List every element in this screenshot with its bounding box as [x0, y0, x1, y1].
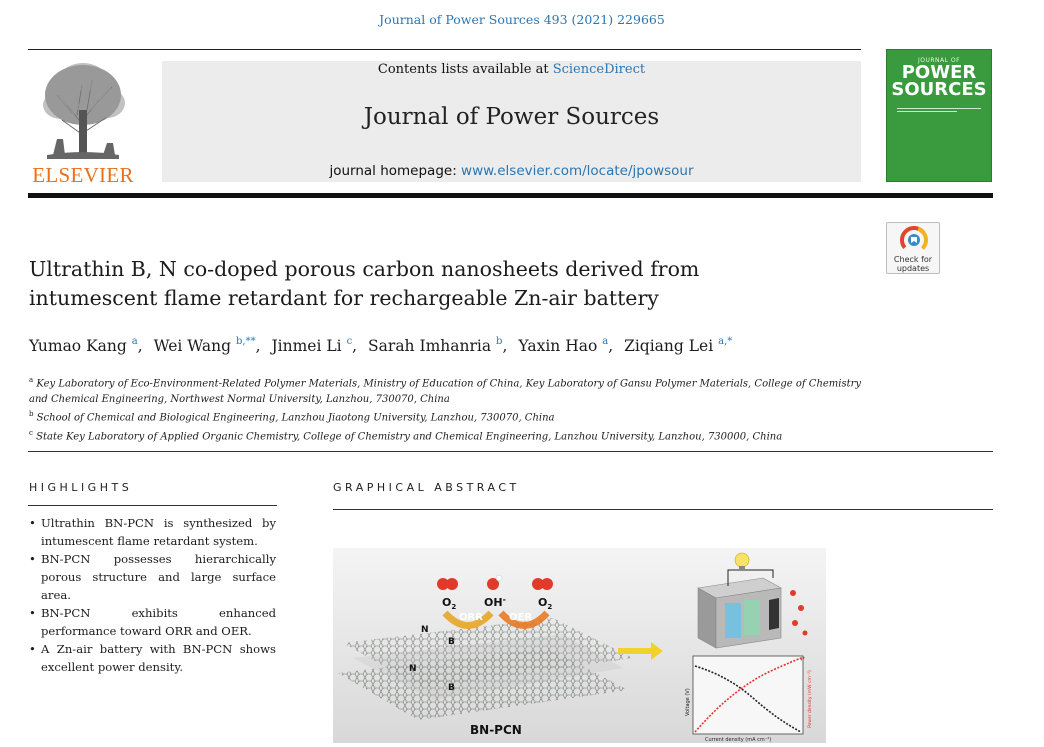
affiliation-mark: a [29, 376, 34, 384]
author-list: Yumao Kang $^a$, Wei Wang $^{b,**}$, Jinmei Li $^c$, Sarah Imhanria $^b$, Yaxin Hao $^a$, Ziqiang Lei $^{a,*}$ [29, 336, 733, 356]
affiliation-mark: c [29, 429, 33, 438]
affiliation-text: State Key Laboratory of Applied Organic Chemistry, College of Chemistry and Chemical Engineering, Lanzhou University, Lanzhou, 730000, China [36, 431, 783, 443]
highlight-text: BN-PCN possesses hierarchically porous structure and large surface area. [41, 552, 276, 602]
inset-y2-axis-label: Power density (mW cm⁻²) [808, 670, 813, 728]
homepage-prefix: journal homepage: [329, 163, 462, 179]
masthead-text [162, 0, 861, 200]
contents-line [162, 62, 861, 77]
affiliation-item [29, 407, 869, 426]
author-name[interactable]: Wei Wang [153, 337, 232, 356]
bullet-icon: • [29, 606, 36, 620]
affiliation-text: School of Chemical and Biological Engineering, Lanzhou Jiaotong University, Lanzhou, 730070, China [36, 412, 555, 424]
highlight-text: A Zn-air battery with BN-PCN shows excellent power density. [41, 642, 276, 674]
orr-label: ORR [459, 612, 483, 623]
journal-citation[interactable]: Journal of Power Sources 493 (2021) 229665 [379, 12, 665, 27]
sciencedirect-link[interactable]: ScienceDirect [552, 62, 646, 77]
check-updates-label [887, 256, 939, 273]
author-affiliation-mark[interactable]: a,* [718, 336, 733, 347]
author-affiliation-mark[interactable]: a [602, 336, 609, 347]
cover-title-line1: POWER [901, 62, 977, 83]
affiliation-item [29, 426, 869, 445]
check-updates-icon [900, 226, 928, 254]
inset-x-axis-label: Current density (mA cm⁻²) [705, 737, 772, 743]
highlight-text: BN-PCN exhibits enhanced performance toward ORR and OER. [41, 606, 276, 638]
oh-label: OH- [484, 595, 506, 609]
check-updates-line2: updates [896, 263, 930, 273]
nitrogen-label: N [409, 664, 417, 674]
article-title [29, 255, 859, 313]
graphical-abstract-rule [333, 509, 993, 510]
author-affiliation-mark[interactable]: c [346, 336, 353, 347]
boron-label: B [448, 683, 455, 693]
o2-label-left: $O_2$ [442, 596, 457, 611]
inset-y-axis-label: Voltage (V) [685, 688, 691, 716]
author-affiliation-mark[interactable]: b,** [235, 336, 256, 347]
highlights-rule [28, 505, 277, 506]
journal-homepage-link[interactable]: www.elsevier.com/locate/jpowsour [461, 163, 694, 179]
cover-journal-of: JOURNAL OF [917, 57, 961, 64]
check-for-updates-badge[interactable] [886, 222, 940, 274]
graphical-abstract-figure[interactable] [333, 548, 826, 743]
author-affiliation-mark[interactable]: a [131, 336, 138, 347]
contents-prefix: Contents lists available at [377, 62, 553, 77]
cover-title [887, 64, 991, 98]
nitrogen-label: N [421, 625, 429, 635]
author-name[interactable]: Yumao Kang [29, 337, 127, 356]
journal-cover[interactable] [886, 49, 992, 182]
elsevier-wordmark[interactable]: ELSEVIER [32, 163, 134, 187]
bullet-icon: • [29, 516, 36, 530]
highlight-item [29, 514, 276, 550]
author-name[interactable]: Jinmei Li [271, 337, 342, 356]
o2-label-right: $O_2$ [538, 596, 553, 611]
affiliations [29, 373, 869, 445]
check-updates-line1: Check for [893, 255, 933, 264]
highlights-heading: HIGHLIGHTS [29, 481, 133, 494]
oer-label: OER [509, 612, 533, 623]
author-affiliation-mark[interactable]: b [496, 336, 503, 347]
journal-name: Journal of Power Sources [363, 104, 660, 130]
affiliation-item [29, 373, 869, 407]
affiliation-text: Key Laboratory of Eco-Environment-Related Polymer Materials, Ministry of Education of China, Key Laboratory of Gansu Polymer Materials, College of Chemistry and Chemical Engineering, Northwest Normal University, Lanzhou, 730070, China [29, 378, 862, 405]
section-rule [28, 451, 993, 452]
highlight-item [29, 550, 276, 604]
highlight-item [29, 604, 276, 640]
cover-title-line2: SOURCES [891, 79, 987, 100]
author-name[interactable]: Sarah Imhanria [368, 337, 492, 356]
bn-pcn-label: BN-PCN [470, 723, 522, 737]
affiliation-mark: b [29, 410, 34, 419]
homepage-line [162, 163, 861, 179]
author-name[interactable]: Yaxin Hao [518, 337, 598, 356]
cover-decoration [897, 106, 981, 114]
polarization-plot [685, 656, 813, 743]
author-name[interactable]: Ziqiang Lei [624, 337, 714, 356]
header-thick-rule [28, 193, 993, 198]
article-title-line2: intumescent flame retardant for rechargeable Zn-air battery [29, 286, 659, 310]
highlight-text: Ultrathin BN-PCN is synthesized by intumescent flame retardant system. [41, 516, 276, 548]
highlights-list [29, 514, 276, 676]
boron-label: B [448, 637, 455, 647]
bullet-icon: • [29, 642, 36, 656]
bullet-icon: • [29, 552, 36, 566]
article-title-line1: Ultrathin B, N co-doped porous carbon nanosheets derived from [29, 257, 700, 281]
graphical-abstract-heading: GRAPHICAL ABSTRACT [333, 481, 520, 494]
highlight-item [29, 640, 276, 676]
